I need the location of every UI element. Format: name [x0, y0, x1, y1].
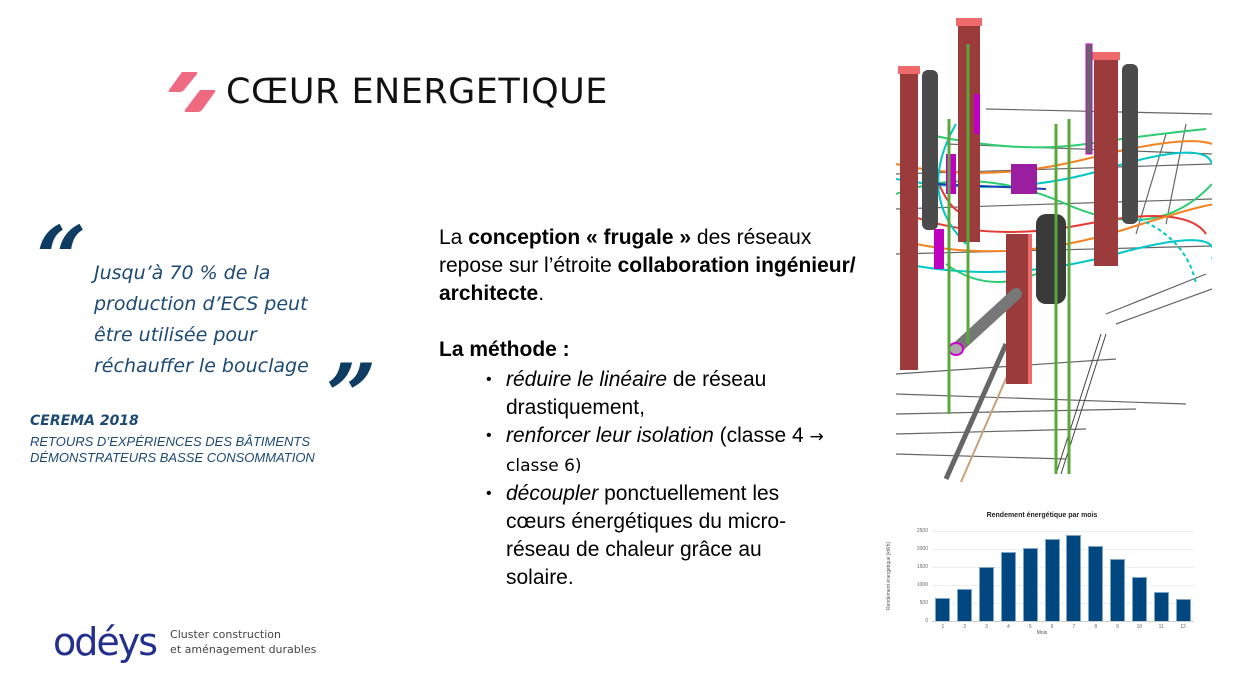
x-tick: 4	[1007, 624, 1010, 630]
chart-bar	[935, 598, 950, 621]
slide-title: CŒUR ENERGETIQUE	[226, 72, 608, 112]
chart-bar	[1088, 546, 1103, 621]
quote-source-title: CEREMA 2018	[30, 413, 139, 429]
chart-bar	[1154, 592, 1169, 621]
brand-name: odéys	[53, 620, 157, 664]
chart-x-axis-label: Mois	[1036, 630, 1048, 636]
y-tick: 0	[925, 618, 928, 624]
x-tick: 10	[1136, 624, 1143, 630]
method-heading: La méthode :	[439, 338, 570, 361]
x-tick: 8	[1094, 624, 1098, 630]
x-tick: 7	[1072, 624, 1076, 630]
method-list	[486, 366, 831, 592]
chart-bar	[1066, 535, 1081, 621]
quote-source-subtitle	[30, 434, 315, 466]
list-item	[486, 480, 831, 592]
x-tick: 11	[1158, 624, 1164, 630]
chart-y-axis-label: Rendement énergétique [kWh]	[886, 542, 892, 610]
list-item-text: de réseau drastiquement,	[506, 368, 767, 419]
x-tick: 5	[1028, 624, 1032, 630]
chart-title: Rendement énergétique par mois	[986, 512, 1098, 519]
chart-bar	[1023, 548, 1038, 621]
chart-bar	[1110, 559, 1125, 621]
text-run: des réseaux repose sur l’étroite	[439, 226, 812, 277]
quote-source-line-1: RETOURS D’EXPÉRIENCES DES BÂTIMENTS	[30, 434, 311, 449]
y-tick: 2000	[916, 546, 928, 552]
y-tick: 1500	[916, 564, 928, 570]
y-tick: 2500	[916, 528, 928, 534]
chart-bars	[932, 531, 1194, 621]
chart-bar	[1001, 552, 1016, 621]
list-item-text: ponctuellement les cœurs énergétiques du micro-réseau de chaleur grâce au solaire.	[506, 482, 787, 589]
x-tick: 1	[941, 624, 945, 630]
y-tick: 500	[919, 600, 928, 606]
text-run-bold: conception « frugale »	[468, 226, 692, 249]
chart-bar	[957, 589, 972, 621]
x-tick: 3	[985, 624, 988, 630]
tagline-line-2: et aménagement durables	[170, 643, 317, 656]
list-item-text: classe 6)	[506, 456, 582, 476]
x-tick: 2	[963, 624, 967, 630]
list-item-text: (classe 4	[713, 424, 810, 447]
open-quote-icon: “	[36, 206, 87, 310]
slide-header	[168, 66, 608, 118]
text-run-bold: collaboration ingénieur/ architecte	[439, 254, 856, 305]
chart-plot-area	[916, 528, 1194, 630]
tagline-line-1: Cluster construction	[170, 628, 281, 641]
piping-3d-render-image	[886, 14, 1212, 484]
list-item-emphasis: renforcer leur isolation	[506, 424, 714, 447]
y-tick: 1000	[916, 582, 928, 588]
list-item-emphasis: réduire le linéaire	[506, 368, 668, 391]
footer-brand	[53, 622, 316, 662]
arrow-right-icon: →	[809, 427, 824, 447]
list-item	[486, 422, 831, 480]
odeys-logo	[53, 622, 156, 662]
chart-bar	[979, 567, 994, 621]
intro-paragraph	[439, 224, 859, 308]
list-item	[486, 366, 831, 422]
x-tick: 12	[1180, 624, 1186, 630]
chart-bar	[1176, 599, 1191, 621]
chart-bar	[1045, 539, 1060, 621]
chart-bar	[1132, 577, 1147, 621]
brand-tagline	[170, 627, 316, 657]
close-quote-icon: ”	[326, 344, 377, 448]
double-slash-logo-icon	[168, 70, 216, 114]
x-axis-line	[932, 621, 1194, 622]
monthly-yield-chart	[884, 508, 1200, 640]
list-item-emphasis: découpler	[506, 482, 599, 505]
text-run: .	[538, 282, 545, 305]
quote-text: Jusqu’à 70 % de la production d’ECS peut être utilisée pour réchauffer le bouclage	[94, 262, 309, 377]
text-run: La	[439, 226, 469, 249]
x-tick: 6	[1050, 624, 1054, 630]
quote-source-line-2: DÉMONSTRATEURS BASSE CONSOMMATION	[30, 450, 315, 465]
x-tick: 9	[1116, 624, 1119, 630]
